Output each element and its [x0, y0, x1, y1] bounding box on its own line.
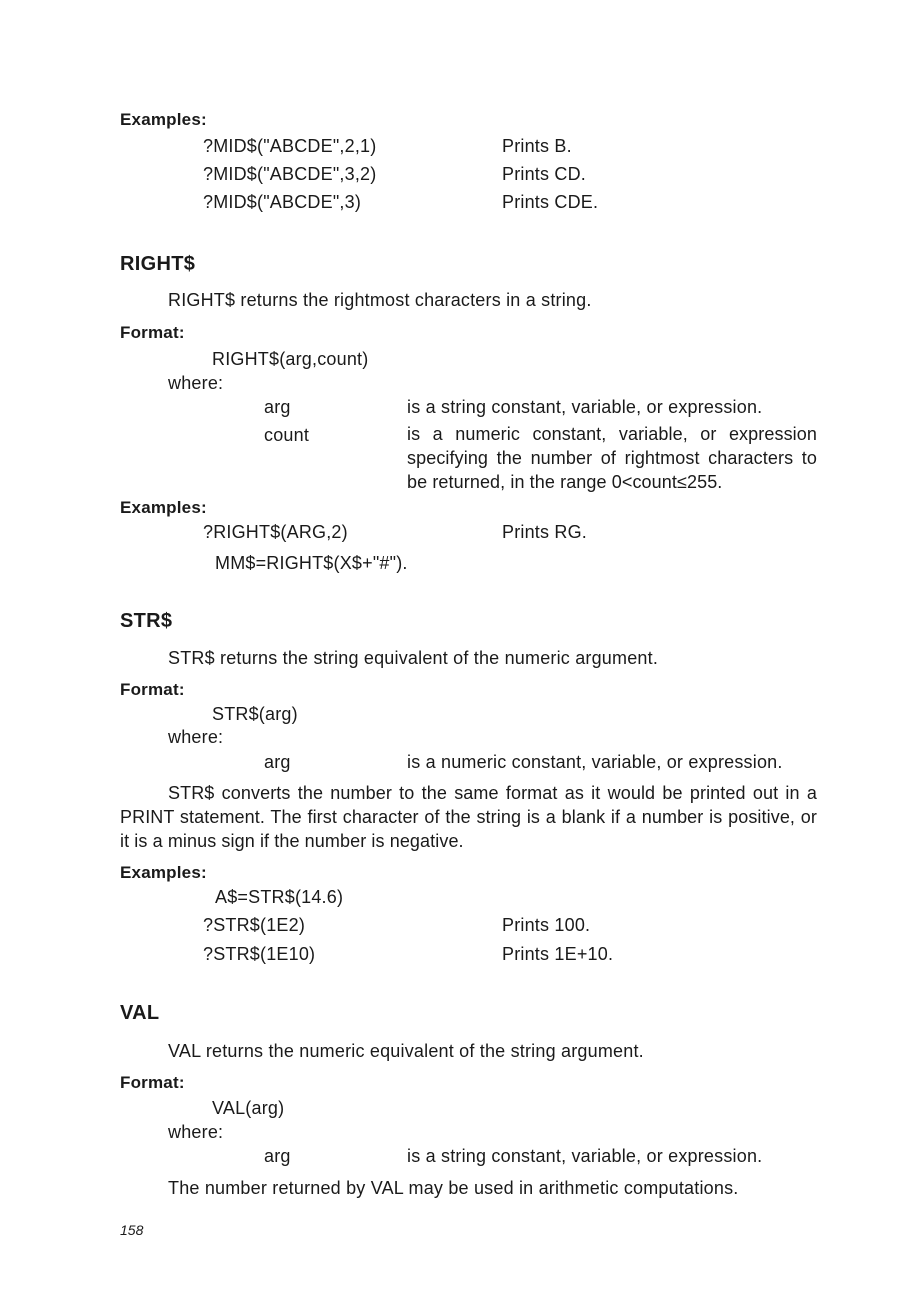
- param-description: is a string constant, variable, or expression.: [407, 1146, 763, 1166]
- str-note: STR$ converts the number to the same format as it would be printed out in a PRINT statement. The first character of the string is a blank if a number is positive, or it is a minus sign if the number is negative.: [120, 783, 817, 851]
- right-examples-label: Examples:: [120, 498, 207, 517]
- param-name: arg: [264, 397, 291, 417]
- example-code: MM$=RIGHT$(X$+"#").: [215, 553, 408, 573]
- val-description: VAL returns the numeric equivalent of the string argument.: [168, 1041, 644, 1061]
- section-heading-val: VAL: [120, 1002, 160, 1024]
- section-heading-right: RIGHT$: [120, 253, 196, 275]
- example-result: Prints RG.: [502, 522, 588, 542]
- str-description: STR$ returns the string equivalent of the numeric argument.: [168, 648, 659, 668]
- right-format-label: Format:: [120, 323, 185, 342]
- right-where: where:: [168, 373, 224, 393]
- example-code: ?RIGHT$(ARG,2): [203, 522, 348, 542]
- example-result: Prints CD.: [502, 164, 587, 184]
- val-note: The number returned by VAL may be used in arithmetic computations.: [168, 1178, 739, 1198]
- section-heading-str: STR$: [120, 610, 173, 632]
- param-description: is a numeric constant, variable, or expression specifying the number of rightmost characters to be returned, in the range 0<count≤255.: [407, 424, 817, 492]
- str-format-label: Format:: [120, 680, 185, 699]
- val-format-label: Format:: [120, 1073, 185, 1092]
- param-name: arg: [264, 752, 291, 772]
- example-result: Prints 100.: [502, 915, 591, 935]
- example-result: Prints 1E+10.: [502, 944, 614, 964]
- right-syntax: RIGHT$(arg,count): [212, 349, 369, 369]
- mid-examples-label: Examples:: [120, 110, 207, 129]
- example-code: ?MID$("ABCDE",3,2): [203, 164, 377, 184]
- param-description: is a string constant, variable, or expression.: [407, 397, 763, 417]
- val-syntax: VAL(arg): [212, 1098, 285, 1118]
- example-code: A$=STR$(14.6): [215, 887, 344, 907]
- example-code: ?MID$("ABCDE",2,1): [203, 136, 377, 156]
- param-name: arg: [264, 1146, 291, 1166]
- str-examples-label: Examples:: [120, 863, 207, 882]
- example-code: ?MID$("ABCDE",3): [203, 192, 362, 212]
- str-where: where:: [168, 727, 224, 747]
- str-syntax: STR$(arg): [212, 704, 298, 724]
- page-number: 158: [120, 1222, 144, 1238]
- example-code: ?STR$(1E2): [203, 915, 306, 935]
- param-name: count: [264, 425, 310, 445]
- example-result: Prints CDE.: [502, 192, 599, 212]
- param-description: is a numeric constant, variable, or expression.: [407, 752, 783, 772]
- example-result: Prints B.: [502, 136, 572, 156]
- right-description: RIGHT$ returns the rightmost characters in a string.: [168, 290, 592, 310]
- val-where: where:: [168, 1122, 224, 1142]
- example-code: ?STR$(1E10): [203, 944, 316, 964]
